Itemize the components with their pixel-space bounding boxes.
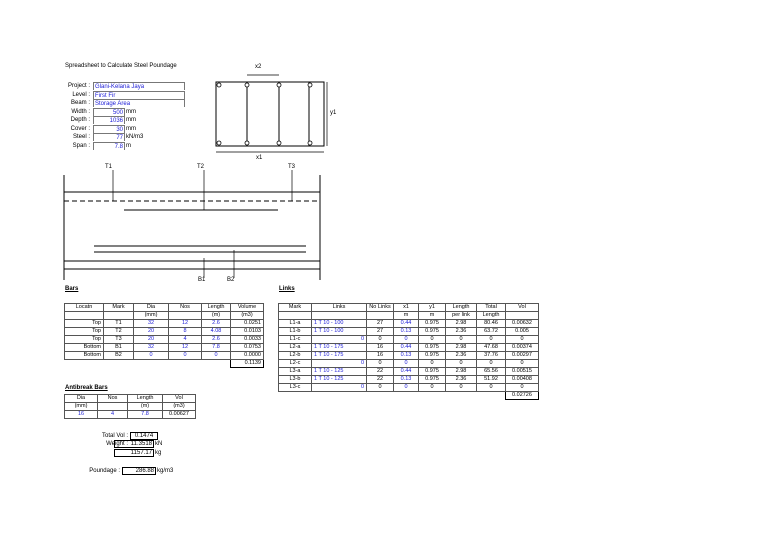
table-cell: 0.0753 bbox=[231, 344, 264, 352]
table-cell: 8 bbox=[169, 328, 202, 336]
header-cell: Dia bbox=[65, 395, 98, 403]
header-cell: Vol bbox=[163, 395, 196, 403]
total-vol-value: 0.1474 bbox=[130, 432, 158, 440]
table-cell: 2.36 bbox=[446, 376, 477, 384]
project-field-label: Width : bbox=[71, 108, 90, 115]
empty-cell bbox=[367, 392, 394, 400]
table-cell: 0 bbox=[506, 360, 539, 368]
weight-kg-value: 1157.17 bbox=[114, 449, 154, 457]
table-cell: 0 bbox=[312, 384, 367, 392]
header-cell bbox=[367, 312, 394, 320]
table-cell: 0.975 bbox=[419, 376, 446, 384]
table-cell: 1 T 10 - 175 bbox=[312, 352, 367, 360]
table-cell: 0.00515 bbox=[506, 368, 539, 376]
header-cell bbox=[104, 312, 134, 320]
weight-value: 11.3518 bbox=[114, 440, 154, 448]
table-cell: 0 bbox=[419, 336, 446, 344]
project-field-unit: kN/m3 bbox=[126, 134, 144, 140]
table-cell: 0 bbox=[169, 352, 202, 360]
project-field-value[interactable]: First Fir bbox=[93, 91, 185, 99]
project-field-label: Depth : bbox=[70, 117, 90, 123]
project-field-value[interactable]: Glani-Kelana Jaya bbox=[93, 82, 185, 90]
table-cell: 4 bbox=[98, 411, 128, 419]
table-cell: Top bbox=[65, 336, 104, 344]
table-cell: 0.975 bbox=[419, 328, 446, 336]
beam-section-drawing bbox=[205, 62, 345, 167]
header-cell bbox=[506, 312, 539, 320]
table-cell: 0.13 bbox=[394, 328, 419, 336]
table-row bbox=[279, 336, 539, 344]
table-cell: 47.68 bbox=[477, 344, 506, 352]
table-cell: L1-b bbox=[279, 328, 312, 336]
table-cell: 0.00374 bbox=[506, 344, 539, 352]
table-cell: 0.0000 bbox=[231, 352, 264, 360]
table-row bbox=[279, 376, 539, 384]
table-cell: 0 bbox=[312, 336, 367, 344]
header-cell: Length bbox=[477, 312, 506, 320]
table-cell: 0 bbox=[477, 360, 506, 368]
table-cell: 2.98 bbox=[446, 368, 477, 376]
table-cell: 80.46 bbox=[477, 320, 506, 328]
weight-kg-unit: kg bbox=[155, 450, 162, 456]
project-field-unit: m bbox=[126, 142, 131, 149]
table-cell: L2-c bbox=[279, 360, 312, 368]
empty-cell bbox=[65, 360, 104, 368]
table-cell: 20 bbox=[134, 336, 169, 344]
table-cell: 0.00627 bbox=[163, 411, 196, 419]
table-cell: 0.44 bbox=[394, 368, 419, 376]
header-cell bbox=[98, 403, 128, 411]
label-x1: x1 bbox=[256, 155, 263, 161]
table-cell: L3-b bbox=[279, 376, 312, 384]
table-cell: 0.0103 bbox=[231, 328, 264, 336]
table-cell: 0.975 bbox=[419, 320, 446, 328]
poundage-label: Poundage : bbox=[89, 468, 120, 474]
header-cell: Length bbox=[128, 395, 163, 403]
project-field-label: Span : bbox=[72, 142, 90, 149]
project-field-unit: mm bbox=[126, 125, 136, 132]
table-header-row bbox=[65, 312, 264, 320]
table-cell: 4.08 bbox=[202, 328, 231, 336]
project-field-label: Beam : bbox=[70, 100, 90, 106]
header-cell: Mark bbox=[104, 304, 134, 312]
table-cell: 32 bbox=[134, 320, 169, 328]
header-cell: (m3) bbox=[163, 403, 196, 411]
links-total-volume: 0.02726 bbox=[506, 392, 539, 400]
header-cell: Nos bbox=[169, 304, 202, 312]
table-cell: 2.98 bbox=[446, 344, 477, 352]
label-b1: B1 bbox=[198, 277, 206, 283]
label-t1: T1 bbox=[105, 164, 113, 170]
header-cell: Volume bbox=[231, 304, 264, 312]
header-cell: Length bbox=[446, 304, 477, 312]
empty-cell bbox=[104, 360, 134, 368]
table-row bbox=[279, 320, 539, 328]
table-cell: 0.975 bbox=[419, 368, 446, 376]
table-cell: L3-c bbox=[279, 384, 312, 392]
header-cell: (mm) bbox=[134, 312, 169, 320]
table-cell: 0.975 bbox=[419, 344, 446, 352]
table-cell: 32 bbox=[134, 344, 169, 352]
table-cell: 12 bbox=[169, 344, 202, 352]
table-cell: 0 bbox=[367, 384, 394, 392]
table-header-row bbox=[65, 304, 264, 312]
page-title: Spreadsheet to Calculate Steel Poundage bbox=[65, 63, 177, 69]
project-field-label: Level : bbox=[72, 91, 90, 98]
empty-cell bbox=[446, 392, 477, 400]
header-cell: (m) bbox=[202, 312, 231, 320]
table-row bbox=[279, 368, 539, 376]
project-field-label: Steel : bbox=[72, 134, 90, 140]
table-cell: L2-b bbox=[279, 352, 312, 360]
table-cell: 7.8 bbox=[128, 411, 163, 419]
project-field-value[interactable]: Storage Area bbox=[93, 99, 185, 107]
table-cell: 12 bbox=[169, 320, 202, 328]
table-cell: 51.92 bbox=[477, 376, 506, 384]
table-cell: 0 bbox=[394, 360, 419, 368]
table-cell: 20 bbox=[134, 328, 169, 336]
empty-cell bbox=[279, 392, 312, 400]
table-cell: T3 bbox=[104, 336, 134, 344]
table-cell: 7.8 bbox=[202, 344, 231, 352]
poundage-value: 286.88 bbox=[122, 467, 156, 475]
header-cell: (m3) bbox=[231, 312, 264, 320]
antibreak-table bbox=[64, 394, 196, 419]
table-cell: 0 bbox=[477, 384, 506, 392]
table-cell: 0 bbox=[394, 384, 419, 392]
bars-total-volume: 0.1139 bbox=[231, 360, 264, 368]
table-cell: Bottom bbox=[65, 344, 104, 352]
table-cell: 0 bbox=[477, 336, 506, 344]
table-header-row bbox=[65, 403, 196, 411]
project-field-value[interactable]: 500 bbox=[93, 108, 125, 116]
empty-cell bbox=[477, 392, 506, 400]
table-cell: 0 bbox=[506, 336, 539, 344]
project-field-unit: mm bbox=[126, 108, 136, 115]
table-cell: 65.56 bbox=[477, 368, 506, 376]
project-field-value[interactable]: 77 bbox=[93, 133, 125, 141]
total-vol-label: Total Vol : bbox=[101, 433, 128, 439]
table-cell: 0 bbox=[367, 336, 394, 344]
table-row bbox=[65, 344, 264, 352]
table-cell: 4 bbox=[169, 336, 202, 344]
header-cell: No Links bbox=[367, 304, 394, 312]
project-field-value[interactable]: 1036 bbox=[93, 116, 125, 124]
table-cell: L3-a bbox=[279, 368, 312, 376]
header-cell: x1 bbox=[394, 304, 419, 312]
table-cell: 27 bbox=[367, 328, 394, 336]
table-cell: Bottom bbox=[65, 352, 104, 360]
table-row bbox=[279, 328, 539, 336]
project-field-value[interactable]: 7.8 bbox=[93, 142, 125, 150]
table-cell: 22 bbox=[367, 368, 394, 376]
table-cell: T2 bbox=[104, 328, 134, 336]
project-field-label: Cover : bbox=[70, 125, 90, 132]
table-cell: L1-c bbox=[279, 336, 312, 344]
table-cell: 63.72 bbox=[477, 328, 506, 336]
label-t2: T2 bbox=[197, 164, 205, 170]
table-cell: 0 bbox=[419, 360, 446, 368]
table-row bbox=[65, 320, 264, 328]
header-cell: m bbox=[394, 312, 419, 320]
table-cell: 0.0251 bbox=[231, 320, 264, 328]
table-row bbox=[279, 344, 539, 352]
table-cell: 16 bbox=[367, 344, 394, 352]
empty-cell bbox=[312, 392, 367, 400]
header-cell: (m) bbox=[128, 403, 163, 411]
table-cell: 1 T 10 - 100 bbox=[312, 328, 367, 336]
header-cell: Total bbox=[477, 304, 506, 312]
table-cell: 0.00632 bbox=[506, 320, 539, 328]
table-row bbox=[65, 336, 264, 344]
empty-cell bbox=[394, 392, 419, 400]
table-cell: L1-a bbox=[279, 320, 312, 328]
label-x2: x2 bbox=[255, 64, 262, 70]
label-y1: y1 bbox=[330, 110, 337, 116]
table-cell: 0 bbox=[506, 384, 539, 392]
table-cell: 1 T 10 - 175 bbox=[312, 344, 367, 352]
project-field-value[interactable]: 30 bbox=[93, 125, 125, 133]
table-cell: 0.00297 bbox=[506, 352, 539, 360]
header-cell bbox=[312, 312, 367, 320]
table-cell: 0.975 bbox=[419, 352, 446, 360]
project-field-unit: mm bbox=[126, 117, 136, 123]
weight-unit: kN bbox=[155, 441, 163, 447]
table-header-row bbox=[279, 312, 539, 320]
table-cell: 0.44 bbox=[394, 344, 419, 352]
table-row bbox=[279, 384, 539, 392]
table-cell: 1 T 10 - 125 bbox=[312, 368, 367, 376]
table-header-row bbox=[65, 395, 196, 403]
header-cell: Nos bbox=[98, 395, 128, 403]
table-cell: T1 bbox=[104, 320, 134, 328]
table-cell: 0 bbox=[446, 360, 477, 368]
empty-cell bbox=[134, 360, 169, 368]
header-cell: Dia bbox=[134, 304, 169, 312]
table-cell: 0.44 bbox=[394, 320, 419, 328]
header-cell: Locatn bbox=[65, 304, 104, 312]
empty-cell bbox=[169, 360, 202, 368]
header-cell: Length bbox=[202, 304, 231, 312]
header-cell bbox=[169, 312, 202, 320]
table-cell: 22 bbox=[367, 376, 394, 384]
header-cell bbox=[65, 312, 104, 320]
label-t3: T3 bbox=[288, 164, 296, 170]
table-cell: 27 bbox=[367, 320, 394, 328]
beam-elevation-drawing bbox=[60, 170, 330, 285]
table-cell: 2.6 bbox=[202, 336, 231, 344]
antibreak-heading: Antibreak Bars bbox=[65, 385, 108, 391]
table-cell: Top bbox=[65, 320, 104, 328]
header-cell: Links bbox=[312, 304, 367, 312]
table-cell: 2.98 bbox=[446, 320, 477, 328]
table-cell: 1 T 10 - 100 bbox=[312, 320, 367, 328]
table-cell: 0.005 bbox=[506, 328, 539, 336]
table-cell: 0 bbox=[419, 384, 446, 392]
table-cell: 2.36 bbox=[446, 352, 477, 360]
header-cell bbox=[279, 312, 312, 320]
table-header-row bbox=[279, 304, 539, 312]
header-cell: Vol bbox=[506, 304, 539, 312]
weight-label: Weight : bbox=[106, 441, 128, 447]
table-cell: 37.76 bbox=[477, 352, 506, 360]
total-row bbox=[65, 360, 264, 368]
header-cell: (mm) bbox=[65, 403, 98, 411]
table-cell: 0 bbox=[134, 352, 169, 360]
header-cell: per link bbox=[446, 312, 477, 320]
table-row bbox=[65, 328, 264, 336]
empty-cell bbox=[202, 360, 231, 368]
table-cell: B1 bbox=[104, 344, 134, 352]
table-row bbox=[279, 352, 539, 360]
total-row bbox=[279, 392, 539, 400]
empty-cell bbox=[419, 392, 446, 400]
table-row bbox=[279, 360, 539, 368]
header-cell: m bbox=[419, 312, 446, 320]
table-cell: 0.13 bbox=[394, 376, 419, 384]
bars-table bbox=[64, 303, 264, 368]
table-cell: Top bbox=[65, 328, 104, 336]
table-cell: 2.36 bbox=[446, 328, 477, 336]
links-table bbox=[278, 303, 539, 400]
table-cell: 0 bbox=[202, 352, 231, 360]
poundage-unit: kg/m3 bbox=[157, 468, 174, 474]
table-cell: 0 bbox=[446, 384, 477, 392]
table-cell: 0 bbox=[394, 336, 419, 344]
table-cell: B2 bbox=[104, 352, 134, 360]
table-cell: 0 bbox=[446, 336, 477, 344]
table-cell: 0.13 bbox=[394, 352, 419, 360]
table-cell: 0.00408 bbox=[506, 376, 539, 384]
table-cell: 2.6 bbox=[202, 320, 231, 328]
header-cell: y1 bbox=[419, 304, 446, 312]
label-b2: B2 bbox=[227, 277, 235, 283]
links-heading: Links bbox=[279, 286, 295, 292]
table-cell: 16 bbox=[65, 411, 98, 419]
table-cell: 1 T 10 - 125 bbox=[312, 376, 367, 384]
header-cell: Mark bbox=[279, 304, 312, 312]
bars-heading: Bars bbox=[65, 286, 79, 292]
table-cell: 0.0033 bbox=[231, 336, 264, 344]
table-cell: 16 bbox=[367, 352, 394, 360]
table-cell: L2-a bbox=[279, 344, 312, 352]
table-cell: 0 bbox=[367, 360, 394, 368]
table-row bbox=[65, 411, 196, 419]
project-field-label: Project : bbox=[67, 83, 90, 89]
table-cell: 0 bbox=[312, 360, 367, 368]
table-row bbox=[65, 352, 264, 360]
